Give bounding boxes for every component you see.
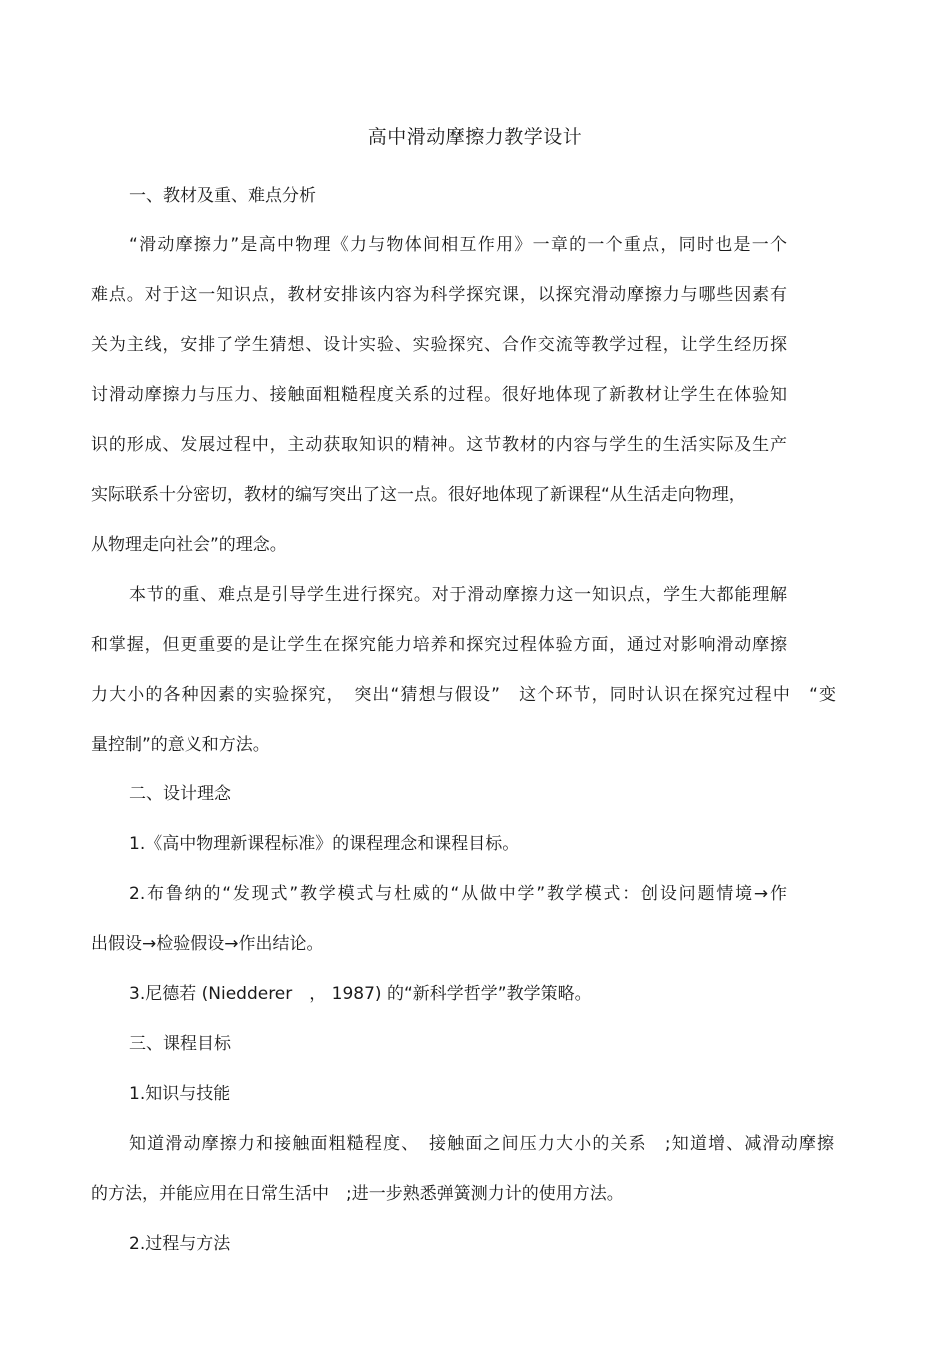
paragraph-line: 和掌握，但更重要的是让学生在探究能力培养和探究过程体验方面，通过对影响滑动摩擦 — [91, 635, 787, 655]
section-heading-2: 二、设计理念 — [129, 784, 231, 804]
paragraph-line: 出假设→检验假设→作出结论。 — [91, 934, 324, 954]
paragraph-line: 的方法，并能应用在日常生活中 ;进一步熟悉弹簧测力计的使用方法。 — [91, 1184, 624, 1204]
paragraph-line: 知道滑动摩擦力和接触面粗糙程度、 接触面之间压力大小的关系 ;知道增、减滑动摩擦 — [129, 1134, 834, 1154]
paragraph-line: 本节的重、难点是引导学生进行探究。对于滑动摩擦力这一知识点，学生大都能理解 — [129, 585, 787, 605]
paragraph-line: 从物理走向社会”的理念。 — [91, 535, 287, 555]
paragraph-line: “滑动摩擦力”是高中物理《力与物体间相互作用》一章的一个重点，同时也是一个 — [129, 235, 787, 255]
paragraph-line: 讨滑动摩擦力与压力、接触面粗糙程度关系的过程。很好地体现了新教材让学生在体验知 — [91, 385, 787, 405]
section-heading-3: 三、课程目标 — [129, 1034, 231, 1054]
paragraph-line: 量控制”的意义和方法。 — [91, 735, 270, 755]
list-item: 3.尼德若 (Niedderer ， 1987) 的“新科学哲学”教学策略。 — [129, 984, 592, 1004]
paragraph-line: 识的形成、发展过程中，主动获取知识的精神。这节教材的内容与学生的生活实际及生产 — [91, 435, 787, 455]
section-heading-1: 一、教材及重、难点分析 — [129, 186, 316, 206]
paragraph-line: 关为主线，安排了学生猜想、设计实验、实验探究、合作交流等教学过程，让学生经历探 — [91, 335, 787, 355]
paragraph-line: 难点。对于这一知识点，教材安排该内容为科学探究课，以探究滑动摩擦力与哪些因素有 — [91, 285, 787, 305]
paragraph-line: 力大小的各种因素的实验探究， 突出“猜想与假设” 这个环节，同时认识在探究过程中 “变 — [91, 685, 836, 705]
list-item: 1.《高中物理新课程标准》的课程理念和课程目标。 — [129, 834, 520, 854]
paragraph-line: 实际联系十分密切，教材的编写突出了这一点。很好地体现了新课程“从生活走向物理， — [91, 485, 746, 505]
subsection-heading: 2.过程与方法 — [129, 1234, 231, 1254]
subsection-heading: 1.知识与技能 — [129, 1084, 231, 1104]
document-title: 高中滑动摩擦力教学设计 — [367, 126, 583, 148]
list-item: 2.布鲁纳的“发现式”教学模式与杜威的“从做中学”教学模式：创设问题情境→作 — [129, 884, 787, 904]
